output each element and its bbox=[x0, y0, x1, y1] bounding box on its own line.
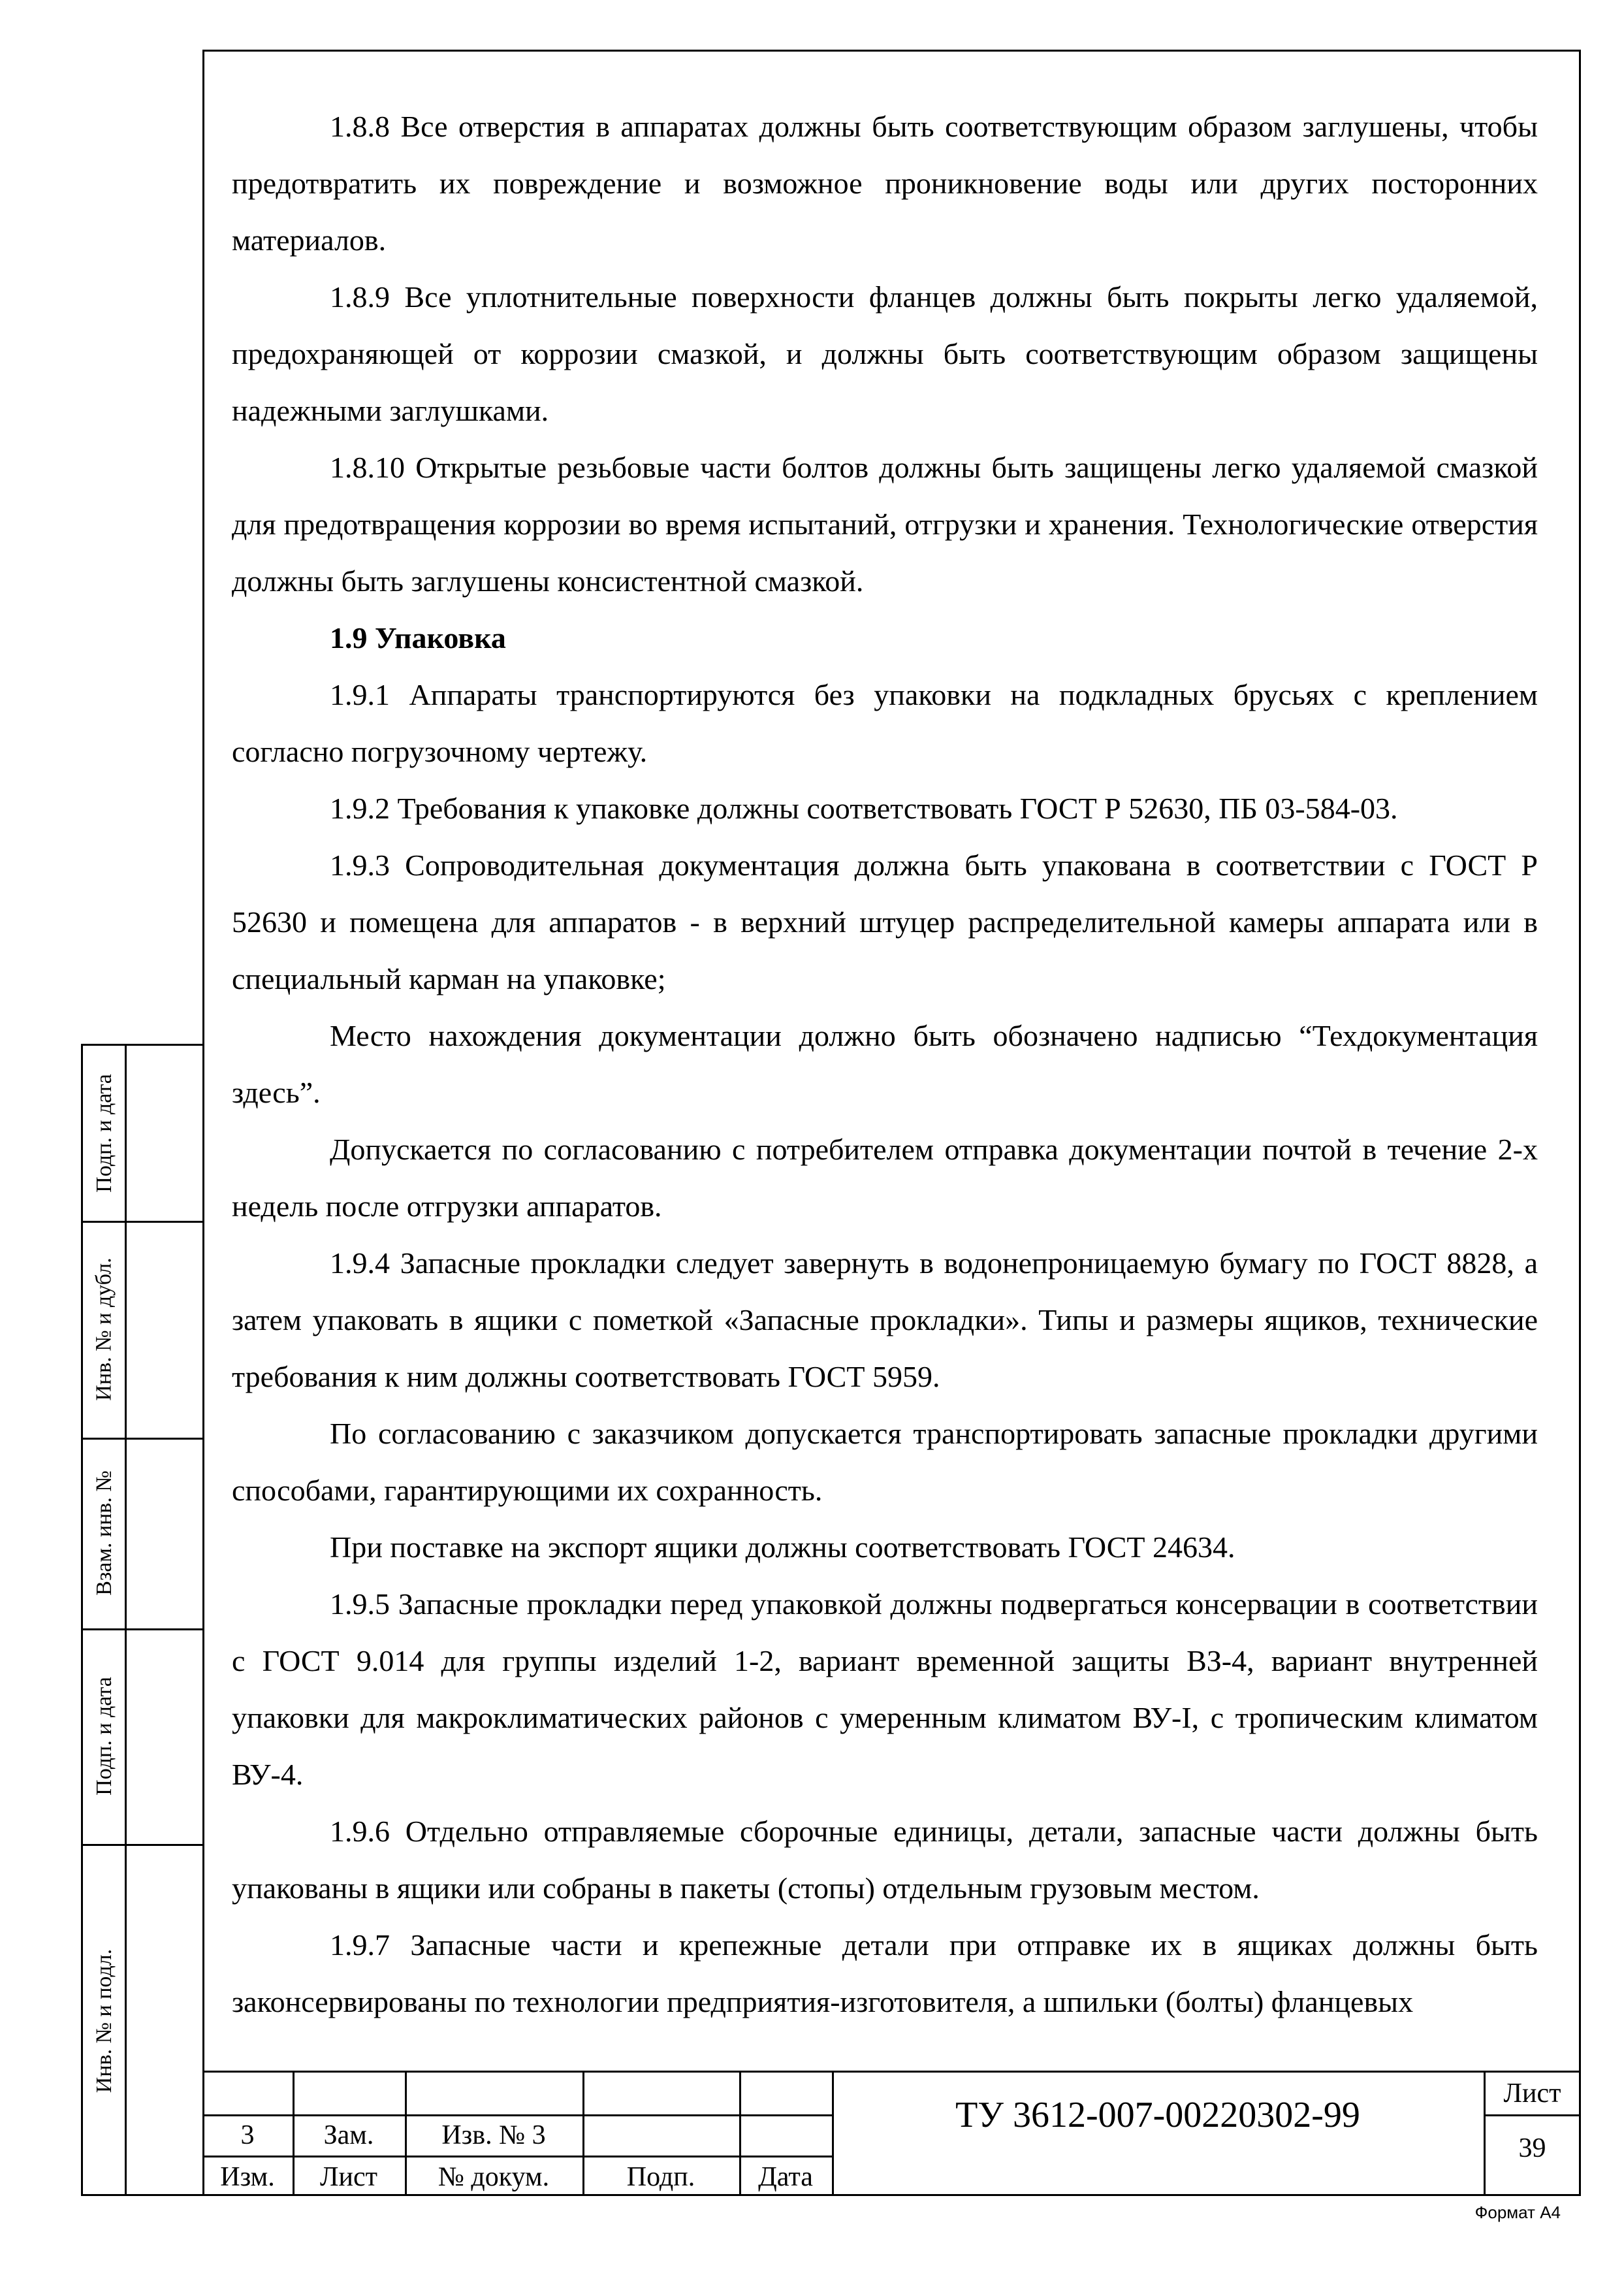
paragraph: Допускается по согласованию с потребителем отправка документации почтой в течение 2-х недель после отгрузки аппаратов. bbox=[232, 1133, 1538, 1223]
rev-change: Зам. bbox=[323, 2120, 374, 2150]
paragraph: 1.9.3 Сопроводительная документация должна быть упакована в соответствии с ГОСТ Р 52630 и помещена для аппаратов - в верхний штуцер распределительной камеры аппарата или в специальный карман на упаковке; bbox=[232, 848, 1538, 995]
paragraph: 1.9.4 Запасные прокладки следует завернуть в водонепроницаемую бумагу по ГОСТ 8828, а затем упаковать в ящики с пометкой «Запасные прокладки». Типы и размеры ящиков, технические требования к ним должны соответствовать ГОСТ 5959. bbox=[232, 1246, 1538, 1393]
paragraph: 1.9.7 Запасные части и крепежные детали при отправке их в ящиках должны быть законсервированы по технологии предприятия-изготовителя, а шпильки (болты) фланцевых bbox=[232, 1928, 1538, 2018]
header-sign: Подп. bbox=[626, 2161, 695, 2192]
header-izm: Изм. bbox=[220, 2161, 275, 2192]
paragraph: 1.9.5 Запасные прокладки перед упаковкой должны подвергаться консервации в соответствии с ГОСТ 9.014 для группы изделий 1-2, вариант временной защиты ВЗ-4, вариант внутренней упаковки для макроклиматических районов с умеренным климатом ВУ-I, с тропическим климатом ВУ-4. bbox=[232, 1587, 1538, 1791]
side-stamp bbox=[81, 1044, 202, 2196]
paragraph: При поставке на экспорт ящики должны соответствовать ГОСТ 24634. bbox=[330, 1530, 1235, 1564]
side-label-sign-date-2: Подп. и дата bbox=[92, 1677, 117, 1796]
paragraph: 1.8.8 Все отверстия в аппаратах должны быть соответствующим образом заглушены, чтобы предотвратить их повреждение и возможное проникновение воды или других посторонних материалов. bbox=[232, 110, 1538, 257]
rev-doc: Изв. № 3 bbox=[441, 2120, 546, 2150]
side-label-sign-date: Подп. и дата bbox=[92, 1074, 117, 1193]
paragraph: 1.9.1 Аппараты транспортируются без упаковки на подкладных брусьях с креплением согласно погрузочному чертежу. bbox=[232, 678, 1538, 768]
rev-number: 3 bbox=[240, 2120, 255, 2150]
side-label-inv-podl: Инв. № и подл. bbox=[92, 1948, 117, 2093]
section-heading: 1.9 Упаковка bbox=[330, 621, 506, 654]
paragraph: 1.8.10 Открытые резьбовые части болтов должны быть защищены легко удаляемой смазкой для предотвращения коррозии во время испытаний, отгрузки и хранения. Технологические отверстия должны быть заглушены консистентной смазкой. bbox=[232, 451, 1538, 598]
body-text bbox=[232, 98, 1538, 2030]
sheet-number: 39 bbox=[1518, 2133, 1546, 2163]
side-label-inv-dubl: Инв. № и дубл. bbox=[92, 1257, 116, 1401]
side-label-vzam-inv: Взам. инв. № bbox=[92, 1470, 117, 1596]
sheet-label: Лист bbox=[1503, 2078, 1561, 2108]
header-doc: № докум. bbox=[438, 2161, 550, 2192]
paragraph: Место нахождения документации должно быть обозначено надписью “Техдокументация здесь”. bbox=[232, 1019, 1538, 1109]
paragraph: 1.9.2 Требования к упаковке должны соответствовать ГОСТ Р 52630, ПБ 03-584-03. bbox=[330, 792, 1398, 825]
header-list: Лист bbox=[320, 2161, 377, 2192]
document-code: ТУ 3612-007-00220302-99 bbox=[955, 2095, 1360, 2135]
header-date: Дата bbox=[758, 2161, 813, 2192]
paragraph: 1.8.9 Все уплотнительные поверхности фланцев должны быть покрыты легко удаляемой, предохраняющей от коррозии смазкой, и должны быть соответствующим образом защищены надежными заглушками. bbox=[232, 280, 1538, 427]
paragraph: 1.9.6 Отдельно отправляемые сборочные единицы, детали, запасные части должны быть упакованы в ящики или собраны в пакеты (стопы) отдельным грузовым местом. bbox=[232, 1815, 1538, 1905]
title-block bbox=[202, 2071, 1581, 2196]
paragraph: По согласованию с заказчиком допускается транспортировать запасные прокладки другими способами, гарантирующими их сохранность. bbox=[232, 1417, 1538, 1507]
format-label: Формат А4 bbox=[1474, 2203, 1561, 2222]
